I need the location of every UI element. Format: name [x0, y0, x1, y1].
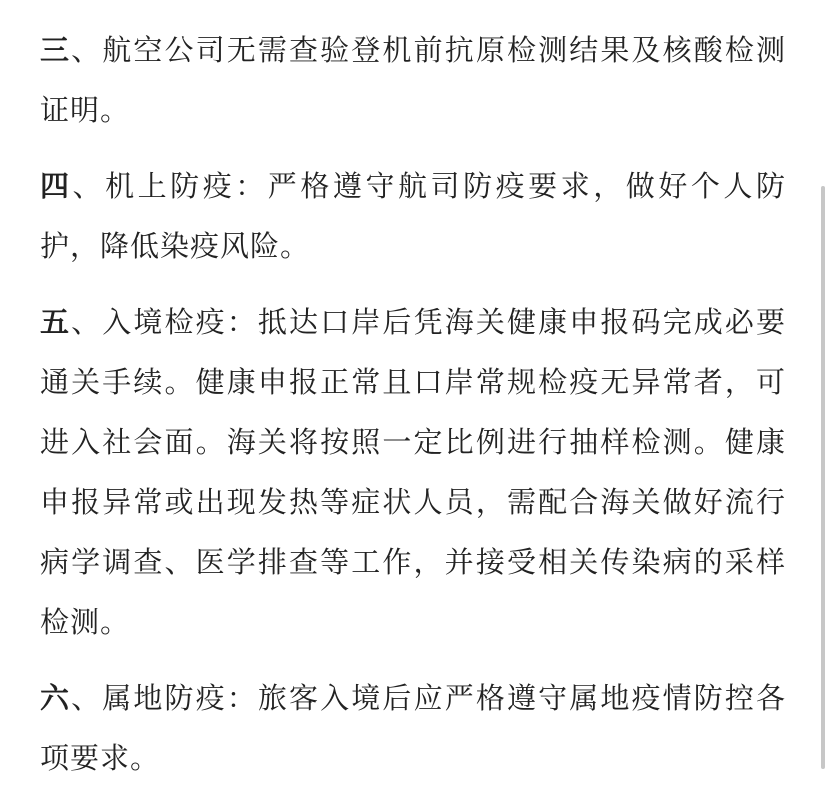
vertical-scrollbar[interactable]	[821, 186, 825, 769]
item-text: 入境检疫：抵达口岸后凭海关健康申报码完成必要通关手续。健康申报正常且口岸常规检疫无异常者，可进入社会面。海关将按照一定比例进行抽样检测。健康申报异常或出现发热等症状人员，需配合海关做好流行病学调查、医学排查等工作，并接受相关传染病的采样检测。	[40, 305, 786, 639]
item-separator: 、	[71, 33, 103, 67]
item-number: 四	[40, 169, 73, 203]
paragraph-item-6	[40, 668, 786, 788]
paragraph-item-4	[40, 156, 786, 276]
item-number: 三	[40, 33, 72, 67]
item-separator: 、	[71, 681, 103, 715]
paragraph-item-3	[40, 20, 786, 140]
item-separator: 、	[71, 305, 103, 339]
paragraph-item-5	[40, 292, 786, 652]
item-text: 机上防疫：严格遵守航司防疫要求，做好个人防护，降低染疫风险。	[40, 169, 786, 263]
item-separator: 、	[72, 169, 106, 203]
item-text: 属地防疫：旅客入境后应严格遵守属地疫情防控各项要求。	[40, 681, 786, 775]
item-number: 六	[40, 681, 72, 715]
item-number: 五	[40, 305, 72, 339]
article-body	[40, 20, 786, 804]
item-text: 航空公司无需查验登机前抗原检测结果及核酸检测证明。	[40, 33, 786, 127]
